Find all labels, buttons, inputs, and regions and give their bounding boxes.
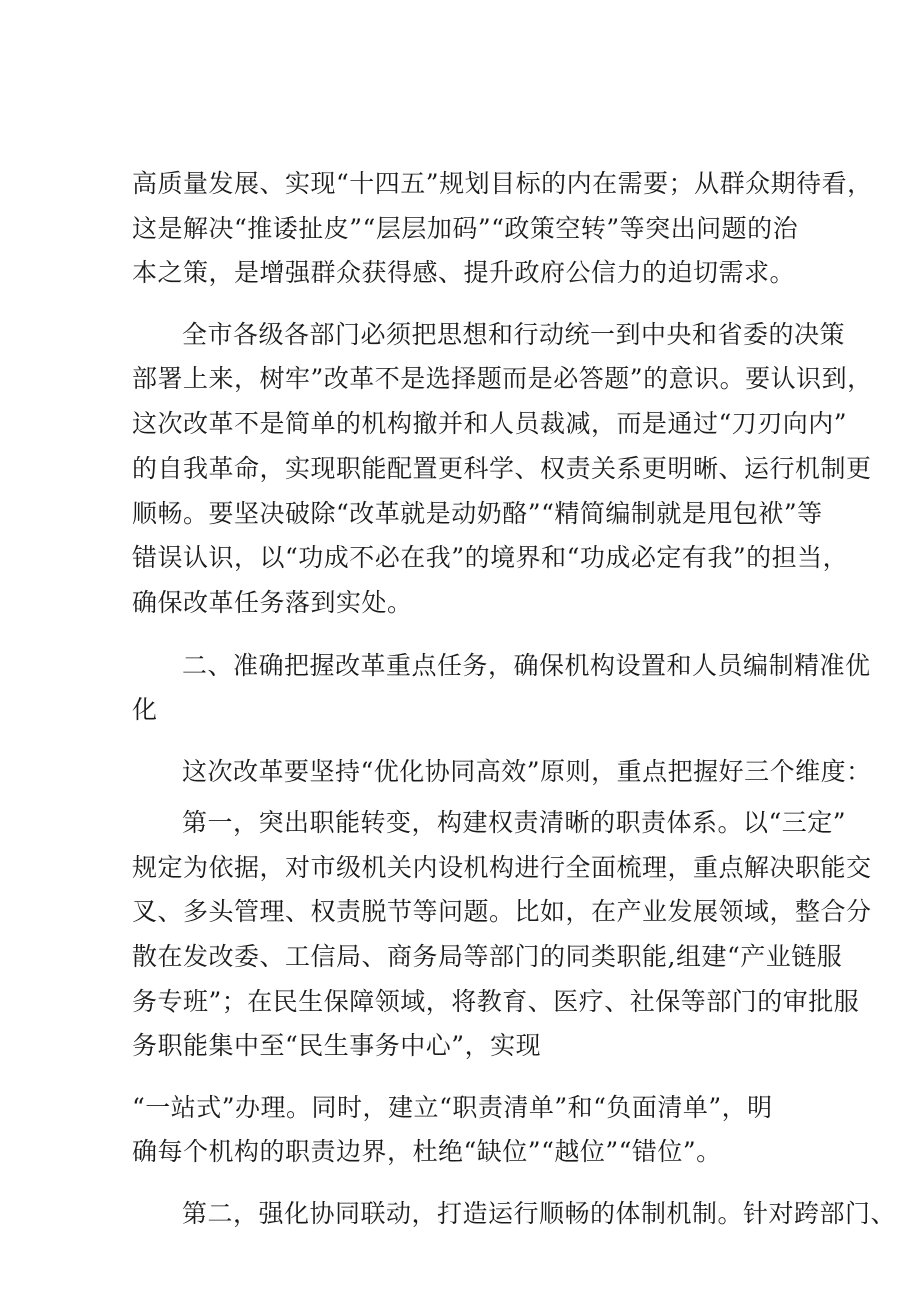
paragraph-line: “一站式”办理。同时，建立“职责清单”和“负面清单”，明: [132, 1093, 773, 1122]
paragraph-line: 错误认识，以“功成不必在我”的境界和“功成必定有我”的担当，: [132, 543, 849, 572]
paragraph-line: 叉、多头管理、权责脱节等问题。比如，在产业发展领域，整合分: [132, 897, 872, 926]
paragraph-line: 第二，强化协同联动，打造运行顺畅的体制机制。针对跨部门、: [182, 1199, 897, 1228]
paragraph-line: 高质量发展、实现“十四五”规划目标的内在需要；从群众期待看，: [132, 169, 873, 198]
paragraph-line: 规定为依据，对市级机关内设机构进行全面梳理，重点解决职能交: [132, 853, 872, 882]
paragraph-line: 务专班”；在民生保障领域，将教育、医疗、社保等部门的审批服: [132, 987, 860, 1016]
paragraph-line: 这次改革要坚持“优化协同高效”原则，重点把握好三个维度：: [182, 757, 872, 786]
paragraph-line: 这次改革不是简单的机构撤并和人员裁减，而是通过“刀刃向内”: [132, 409, 848, 438]
section-heading-line: 二、准确把握改革重点任务，确保机构设置和人员编制精准优: [182, 651, 871, 680]
paragraph-line: 这是解决“推诿扯皮”“层层加码”“政策空转”等突出问题的治: [132, 214, 799, 243]
paragraph-line: 部署上来，树牢”改革不是选择题而是必答题”的意识。要认识到，: [132, 364, 873, 393]
paragraph-line: 确保改革任务落到实处。: [132, 588, 413, 617]
paragraph-line: 全市各级各部门必须把思想和行动统一到中央和省委的决策: [182, 320, 846, 349]
paragraph-line: 散在发改委、工信局、商务局等部门的同类职能,组建“产业链服: [132, 942, 843, 971]
paragraph-line: 确每个机构的职责边界，杜绝“缺位”“越位”“错位”。: [132, 1137, 722, 1166]
section-heading-line: 化: [132, 695, 158, 724]
paragraph-line: 本之策，是增强群众获得感、提升政府公信力的迫切需求。: [132, 258, 796, 287]
paragraph-line: 顺畅。要坚决破除“改革就是动奶酪”“精简编制就是甩包袱”等: [132, 499, 823, 528]
paragraph-line: 第一，突出职能转变，构建权责清晰的职责体系。以“三定”: [182, 808, 847, 837]
paragraph-line: 的自我革命，实现职能配置更科学、权责关系更明晰、运行机制更: [132, 454, 872, 483]
paragraph-line: 务职能集中至“民生事务中心”，实现: [132, 1031, 542, 1060]
